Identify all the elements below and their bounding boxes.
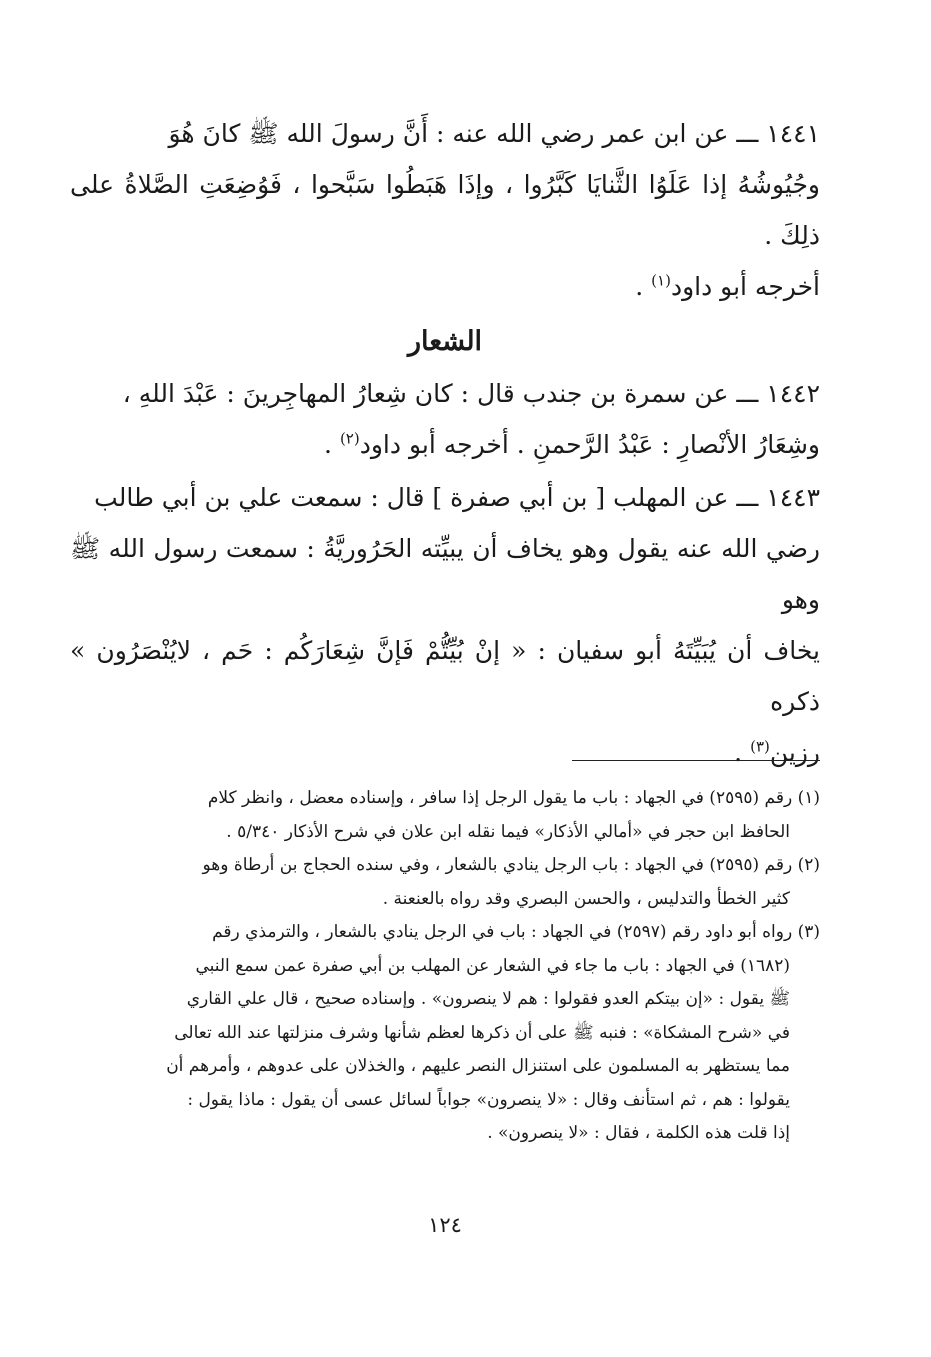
footnote-ref[interactable]: (٣) xyxy=(750,737,770,756)
hadith-text-line: عن سمرة بن جندب قال : كان شِعارُ المهاجِرينَ : عَبْدَ اللهِ ، xyxy=(122,379,729,408)
end-mark: . xyxy=(635,272,652,301)
hadith-text-line: رزين xyxy=(769,738,820,767)
footnote-1 xyxy=(70,782,820,849)
footnote-ref[interactable]: (١) xyxy=(651,271,671,290)
hadith-1441 xyxy=(70,108,820,312)
end-mark: . xyxy=(734,738,751,767)
hadith-1442 xyxy=(70,368,820,470)
footnote-line: يقولوا : هم ، ثم استأنف وقال : «لا ينصرون» جواباً لسائل عسى أن يقول : ماذا يقول : xyxy=(187,1089,790,1110)
hadith-number: ١٤٤٣ xyxy=(766,483,820,512)
footnote-marker: (١) xyxy=(797,788,820,808)
footnote-line: كثير الخطأ والتدليس ، والحسن البصري وقد رواه بالعنعنة . xyxy=(382,888,790,909)
hadith-text-line: رضي الله عنه يقول وهو يخاف أن يبيِّته الحَرُوريَّةُ : سمعت رسول الله ﷺ وهو xyxy=(70,534,820,614)
footnote-line: ﷺ يقول : «إن بيتكم العدو فقولوا : هم لا ينصرون» . وإسناده صحيح ، قال علي القاري xyxy=(186,989,790,1009)
dash: ـــ xyxy=(736,379,759,408)
footnote-marker: (٢) xyxy=(797,855,820,875)
hadith-1443 xyxy=(70,472,820,778)
page xyxy=(70,100,820,1300)
footnote-separator xyxy=(572,760,820,761)
section-title: الشعار xyxy=(407,326,483,357)
hadith-number: ١٤٤٢ xyxy=(766,379,820,408)
footnote-3 xyxy=(70,916,820,1151)
hadith-text-line: أخرجه أبو داود xyxy=(670,272,820,301)
footnote-line: رواه أبو داود رقم (٢٥٩٧) في الجهاد : باب في الرجل ينادي بالشعار ، والترمذي رقم xyxy=(212,922,793,942)
footnote-line: إذا قلت هذه الكلمة ، فقال : «لا ينصرون» . xyxy=(487,1123,790,1143)
footnote-line: في «شرح المشكاة» : فنبه ﷺ على أن ذكرها لعظم شأنها وشرف منزلتها عند الله تعالى xyxy=(174,1022,790,1043)
footnote-marker: (٣) xyxy=(797,922,820,942)
hadith-number: ١٤٤١ xyxy=(766,119,820,148)
dash: ـــ xyxy=(736,483,759,512)
hadith-text-line: يخاف أن يُبَيِّتَهُ أبو سفيان : « إنْ بُيِّتُّمْ فَإنَّ شِعَارَكُم : حَم ، لايُنْصَرُون » ذكره xyxy=(70,636,820,716)
dash: ـــ xyxy=(736,119,759,148)
footnote-line: الحافظ ابن حجر في «أمالي الأذكار» فيما نقله ابن علان في شرح الأذكار ٥/٣٤٠ . xyxy=(226,821,790,842)
page-number: ١٢٤ xyxy=(428,1213,462,1237)
footnote-line: رقم (٢٥٩٥) في الجهاد : باب الرجل ينادي بالشعار ، وفي سنده الحجاج بن أرطاة وهو xyxy=(202,855,793,875)
hadith-text-line: وجُيُوشُهُ إذا عَلَوُا الثَّنايَا كَبَّرُوا ، وإذَا هَبَطُوا سَبَّحوا ، فَوُضِعَتِ الصَّلاةُ على ذلِكَ . xyxy=(70,170,820,250)
hadith-text-line: عن المهلب [ بن أبي صفرة ] قال : سمعت علي بن أبي طالب xyxy=(94,483,729,512)
end-mark: . xyxy=(324,430,340,459)
hadith-text-line: وشِعَارُ الأنْصارِ : عَبْدُ الرَّحمنِ . أخرجه أبو داود xyxy=(359,430,820,459)
footnote-line: مما يستظهر به المسلمون على استنزال النصر عليهم ، والخذلان على عدوهم ، وأمرهم أن xyxy=(166,1056,790,1076)
footnote-line: رقم (٢٥٩٥) في الجهاد : باب ما يقول الرجل إذا سافر ، وإسناده معضل ، وانظر كلام xyxy=(207,788,793,808)
footnote-line: (١٦٨٢) في الجهاد : باب ما جاء في الشعار عن المهلب بن أبي صفرة عمن سمع النبي xyxy=(195,955,790,976)
footnote-2 xyxy=(70,849,820,916)
footnotes xyxy=(70,782,820,1151)
hadith-text-line: عن ابن عمر رضي الله عنه : أَنَّ رسولَ الله ﷺ كانَ هُوَ xyxy=(168,119,729,148)
footnote-ref[interactable]: (٢) xyxy=(339,429,360,448)
